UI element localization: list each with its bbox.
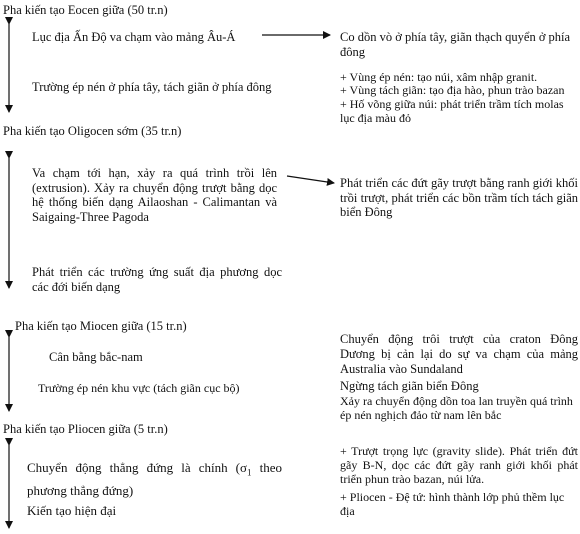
phase-title-oligocen: Pha kiến tạo Oligocen sớm (35 tr.n): [3, 124, 182, 138]
miocen-craton-text: Chuyển động trôi trượt của craton Đông Dương bị cản lại do sự va chạm của mảng Australia vào Sundaland: [340, 332, 578, 376]
pliocen-gravity-slide-text: + Trượt trọng lực (gravity slide). Phát triển đứt gãy B-N, dọc các đứt gãy ranh giới khối phát triển phun trào bazan, núi lửa.: [340, 444, 578, 486]
miocen-stop-extension-text: Ngừng tách giãn biển Đông: [340, 379, 479, 393]
pliocen-shelf-cover-text: + Pliocen - Đệ tứ: hình thành lớp phủ thềm lục địa: [340, 490, 565, 518]
pliocen-modern-tectonics-text: Kiến tạo hiện đại: [27, 503, 117, 518]
miocen-balance-text: Cân bằng bắc-nam: [49, 350, 143, 364]
eocen-compression-zone: + Vùng ép nén: tạo núi, xâm nhập granit.: [340, 70, 538, 84]
eocen-intermontane-basin: + Hố võng giữa núi: phát triển trầm tích molas lục địa màu đỏ: [340, 97, 564, 125]
miocen-inversion-text: Xảy ra chuyển động dồn toa lan truyền quá trình ép nén nghịch đảo từ nam lên bắc: [340, 394, 573, 422]
eocen-result-text: Co dồn vò ở phía tây, giãn thạch quyển ở phía đông: [340, 30, 571, 59]
oligocen-local-stress-text: Phát triển các trường ứng suất địa phương dọc các đới biến dạng: [32, 265, 282, 294]
eocen-collision-text: Lục địa Ấn Độ va chạm vào mảng Âu-Á: [32, 30, 236, 44]
phase-title-miocen: Pha kiến tạo Miocen giữa (15 tr.n): [15, 319, 187, 333]
eocen-stress-field-text: Trường ép nén ở phía tây, tách giãn ở phía đông: [32, 80, 272, 94]
miocen-regional-compression-text: Trường ép nén khu vực (tách giãn cục bộ): [38, 381, 240, 395]
pliocen-vertical-motion-text: Chuyển động thẳng đứng là chính ($\sigma_1$ theo phương thẳng đứng): [27, 460, 282, 498]
oligocen-extrusion-text: Va chạm tới hạn, xảy ra quá trình trồi lên (extrusion). Xảy ra chuyển động trượt bằng dọc hệ thống biến dạng Ailaoshan - Calimantan và Saigaing-Three Pagoda: [32, 166, 277, 224]
phase-title-pliocen: Pha kiến tạo Pliocen giữa (5 tr.n): [3, 422, 168, 436]
oligocen-result-text: Phát triển các đứt gãy trượt bằng ranh giới khối trồi trượt, phát triển các bồn trầm tích tách giãn biển Đông: [340, 176, 578, 219]
eocen-extension-zone: + Vùng tách giãn: tạo địa hào, phun trào bazan: [340, 83, 565, 97]
oligocen-right-arrow: [287, 176, 334, 183]
phase-title-eocen: Pha kiến tạo Eocen giữa (50 tr.n): [3, 3, 168, 17]
